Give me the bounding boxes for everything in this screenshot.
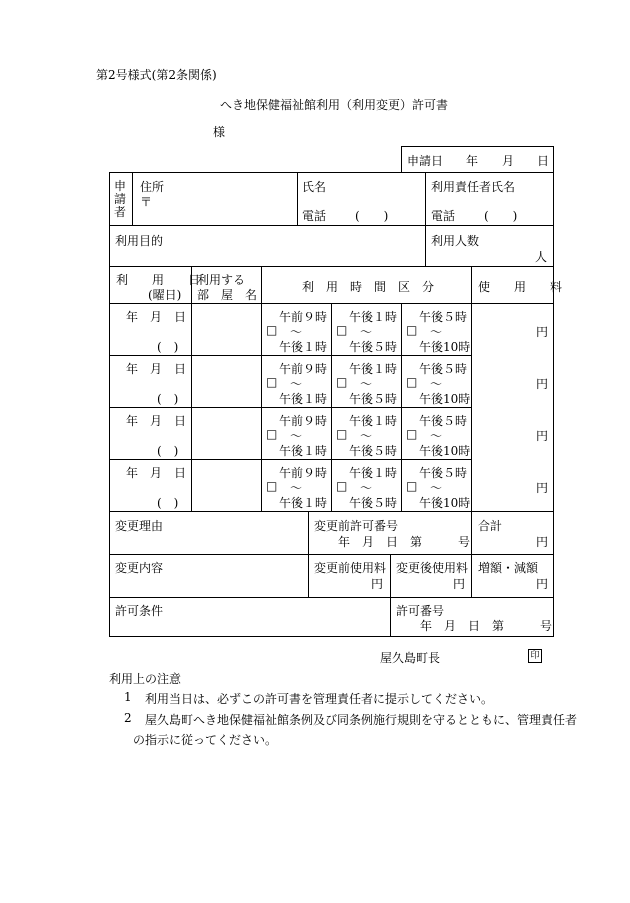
slot-checkbox[interactable]: □ bbox=[266, 375, 278, 389]
notes-heading: 利用上の注意 bbox=[109, 672, 182, 686]
phone-label: 電話 bbox=[302, 209, 327, 223]
total-unit: 円 bbox=[536, 535, 549, 549]
slot-start: 午後１時 bbox=[349, 310, 398, 324]
slot-start: 午後１時 bbox=[349, 466, 398, 480]
slot-end: 午後10時 bbox=[419, 340, 471, 354]
manager-phone-paren: ( ) bbox=[484, 209, 518, 223]
row-weekday: ( ) bbox=[157, 392, 179, 406]
row-date: 年 月 日 bbox=[126, 310, 187, 324]
permit-number-value: 年 月 日 第 号 bbox=[420, 619, 553, 633]
addressee-suffix: 様 bbox=[213, 125, 226, 139]
purpose-label: 利用目的 bbox=[115, 234, 164, 248]
application-date-label: 申請日 bbox=[407, 154, 444, 168]
row-weekday: ( ) bbox=[157, 340, 179, 354]
form-number: 第2号様式(第2条関係) bbox=[96, 68, 217, 82]
slot-checkbox[interactable]: □ bbox=[266, 427, 278, 441]
slot-end: 午後５時 bbox=[349, 444, 398, 458]
prior-permit-value: 年 月 日 第 号 bbox=[338, 535, 471, 549]
slot-end: 午後１時 bbox=[279, 496, 328, 510]
application-date-month: 月 bbox=[502, 154, 515, 168]
attendee-count-label: 利用人数 bbox=[431, 234, 480, 248]
slot-tilde: ～ bbox=[290, 429, 303, 443]
slot-tilde: ～ bbox=[360, 377, 373, 391]
row-fee-unit: 円 bbox=[536, 377, 549, 391]
prior-fee-unit: 円 bbox=[371, 577, 384, 591]
note-text: 屋久島町へき地保健福祉館条例及び同条例施行規則を守るとともに、管理責任者 bbox=[145, 713, 578, 727]
row-weekday: ( ) bbox=[157, 444, 179, 458]
col-header-fee: 使 用 料 bbox=[478, 280, 563, 294]
permit-conditions-label: 許可条件 bbox=[115, 604, 164, 618]
slot-checkbox[interactable]: □ bbox=[336, 479, 348, 493]
after-fee-label: 変更後使用料 bbox=[396, 561, 469, 575]
slot-start: 午前９時 bbox=[279, 310, 328, 324]
slot-checkbox[interactable]: □ bbox=[406, 479, 418, 493]
slot-checkbox[interactable]: □ bbox=[266, 323, 278, 337]
note-number: 1 bbox=[124, 690, 132, 704]
slot-start: 午後１時 bbox=[349, 362, 398, 376]
note-number: 2 bbox=[124, 711, 132, 725]
phone-paren: ( ) bbox=[355, 209, 389, 223]
col-header-room-2: 部 屋 名 bbox=[197, 288, 258, 302]
after-fee-unit: 円 bbox=[453, 577, 466, 591]
slot-start: 午前９時 bbox=[279, 414, 328, 428]
application-date-year: 年 bbox=[466, 154, 479, 168]
slot-start: 午後５時 bbox=[419, 414, 468, 428]
change-content-label: 変更内容 bbox=[115, 561, 164, 575]
col-header-time: 利 用 時 間 区 分 bbox=[302, 280, 435, 294]
row-fee-unit: 円 bbox=[536, 429, 549, 443]
manager-name-label: 利用責任者氏名 bbox=[431, 180, 516, 194]
slot-checkbox[interactable]: □ bbox=[406, 427, 418, 441]
slot-checkbox[interactable]: □ bbox=[406, 375, 418, 389]
difference-label: 増額・減額 bbox=[478, 561, 539, 575]
permit-number-label: 許可番号 bbox=[396, 604, 445, 618]
issuer-title: 屋久島町長 bbox=[380, 651, 441, 665]
slot-start: 午前９時 bbox=[279, 466, 328, 480]
slot-end: 午後５時 bbox=[349, 496, 398, 510]
slot-tilde: ～ bbox=[430, 429, 443, 443]
row-weekday: ( ) bbox=[157, 496, 179, 510]
slot-tilde: ～ bbox=[290, 325, 303, 339]
slot-tilde: ～ bbox=[290, 481, 303, 495]
row-fee-unit: 円 bbox=[536, 481, 549, 495]
row-date: 年 月 日 bbox=[126, 362, 187, 376]
manager-phone-label: 電話 bbox=[431, 209, 456, 223]
change-reason-label: 変更理由 bbox=[115, 519, 164, 533]
difference-unit: 円 bbox=[536, 577, 549, 591]
seal-stamp: 印 bbox=[528, 649, 542, 663]
row-fee-unit: 円 bbox=[536, 325, 549, 339]
document-title: へき地保健福祉館利用（利用変更）許可書 bbox=[220, 98, 449, 112]
slot-checkbox[interactable]: □ bbox=[336, 375, 348, 389]
slot-tilde: ～ bbox=[360, 325, 373, 339]
slot-tilde: ～ bbox=[430, 481, 443, 495]
slot-end: 午後10時 bbox=[419, 392, 471, 406]
note-text: 利用当日は、必ずこの許可書を管理責任者に提示してください。 bbox=[145, 692, 494, 706]
slot-checkbox[interactable]: □ bbox=[406, 323, 418, 337]
slot-checkbox[interactable]: □ bbox=[336, 323, 348, 337]
slot-tilde: ～ bbox=[360, 429, 373, 443]
col-header-room-1: 利用する bbox=[197, 273, 246, 287]
slot-tilde: ～ bbox=[430, 325, 443, 339]
address-label: 住所 bbox=[140, 180, 165, 194]
slot-start: 午前９時 bbox=[279, 362, 328, 376]
slot-start: 午後５時 bbox=[419, 362, 468, 376]
slot-start: 午後５時 bbox=[419, 310, 468, 324]
applicant-label: 申 請 者 bbox=[113, 179, 126, 219]
postal-mark: 〒 bbox=[140, 195, 153, 209]
name-label: 氏名 bbox=[302, 180, 327, 194]
slot-end: 午後５時 bbox=[349, 340, 398, 354]
total-label: 合計 bbox=[478, 519, 503, 533]
prior-fee-label: 変更前使用料 bbox=[314, 561, 387, 575]
row-date: 年 月 日 bbox=[126, 466, 187, 480]
slot-end: 午後10時 bbox=[419, 444, 471, 458]
attendee-count-unit: 人 bbox=[535, 250, 548, 264]
slot-tilde: ～ bbox=[360, 481, 373, 495]
row-date: 年 月 日 bbox=[126, 414, 187, 428]
slot-end: 午後１時 bbox=[279, 340, 328, 354]
col-header-date: 利 用 日 bbox=[116, 273, 201, 287]
slot-start: 午後５時 bbox=[419, 466, 468, 480]
slot-checkbox[interactable]: □ bbox=[336, 427, 348, 441]
slot-end: 午後５時 bbox=[349, 392, 398, 406]
application-date-day: 日 bbox=[537, 154, 550, 168]
slot-end: 午後10時 bbox=[419, 496, 471, 510]
slot-start: 午後１時 bbox=[349, 414, 398, 428]
slot-tilde: ～ bbox=[430, 377, 443, 391]
col-header-weekday: (曜日) bbox=[148, 288, 182, 302]
prior-permit-label: 変更前許可番号 bbox=[314, 519, 399, 533]
slot-checkbox[interactable]: □ bbox=[266, 479, 278, 493]
note-text-continued: の指示に従ってください。 bbox=[133, 733, 278, 747]
slot-end: 午後１時 bbox=[279, 444, 328, 458]
slot-tilde: ～ bbox=[290, 377, 303, 391]
slot-end: 午後１時 bbox=[279, 392, 328, 406]
